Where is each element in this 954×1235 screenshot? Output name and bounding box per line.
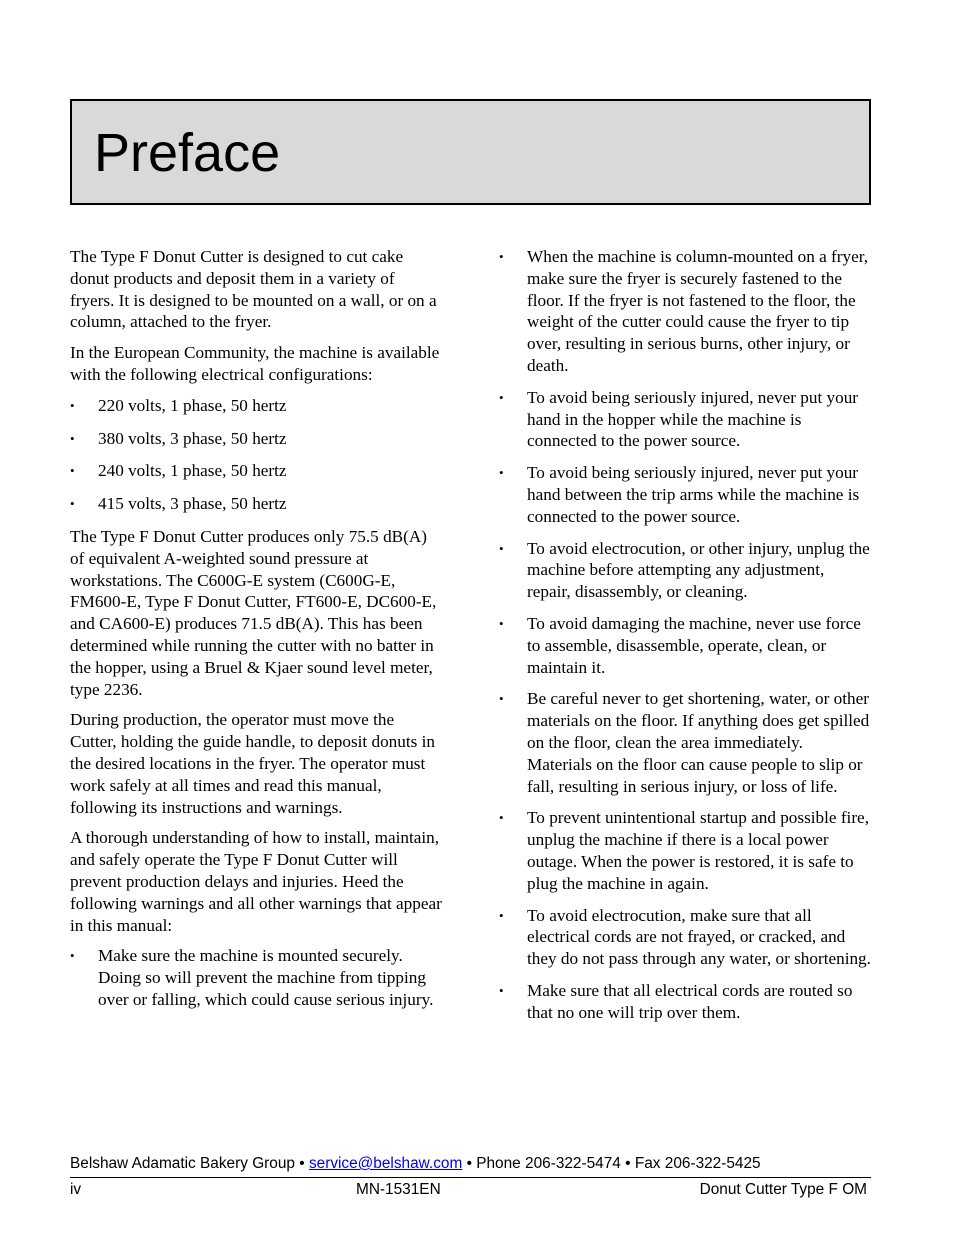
list-item-text: Be careful never to get shortening, water, or other materials on the floor. If anything does get spilled on the floor, clean the area immediately. Materials on the floor can cause people to slip or fall, resulting in serious injury, or loss of life. — [527, 689, 870, 796]
bullet-icon: • — [70, 496, 75, 512]
left-column — [70, 246, 442, 1021]
list-item-text: To avoid electrocution, make sure that all electrical cords are not frayed, or cracked, and they do not pass through any water, or shortening. — [527, 905, 871, 969]
list-item — [499, 613, 871, 678]
sound-paragraph: The Type F Donut Cutter produces only 75.5 dB(A) of equivalent A-weighted sound pressure at workstations. The C600G-E system (C600G-E, FM600-E, Type F Donut Cutter, FT600-E, DC600-E, and CA600-E) produces 71.5 dB(A). This has been determined while running the cutter with no batter in the hopper, using a Bruel & Kjaer sound level meter, type 2236. — [70, 526, 437, 699]
bullet-icon: • — [499, 389, 504, 405]
document-number: MN-1531EN — [356, 1181, 441, 1198]
list-item — [499, 538, 871, 603]
bullet-icon: • — [499, 465, 504, 481]
list-item-text: Make sure that all electrical cords are routed so that no one will trip over them. — [527, 980, 853, 1022]
list-item-text: Make sure the machine is mounted securely. Doing so will prevent the machine from tipping over or falling, which could cause serious injury. — [98, 946, 434, 1009]
list-item — [70, 493, 442, 515]
list-item-text: 415 volts, 3 phase, 50 hertz — [98, 494, 287, 514]
list-item — [499, 807, 871, 894]
list-item-text: To avoid being seriously injured, never put your hand between the trip arms while the machine is connected to the power source. — [527, 463, 860, 526]
list-item-text: To avoid electrocution, or other injury, unplug the machine before attempting any adjustment, repair, disassembly, or cleaning. — [527, 538, 870, 602]
bullet-icon: • — [70, 430, 75, 446]
email-link[interactable]: service@belshaw.com — [308, 1155, 463, 1172]
footer-separator: • — [299, 1155, 305, 1172]
title-banner — [70, 99, 871, 205]
list-item — [499, 905, 871, 970]
document-title: Donut Cutter Type F OM — [699, 1181, 867, 1198]
list-item — [70, 395, 442, 417]
footer-separator: • — [625, 1155, 631, 1172]
footer-phone: Phone 206-322-5474 — [476, 1155, 621, 1172]
intro-paragraph: The Type F Donut Cutter is designed to cut cake donut products and deposit them in a variety of fryers. It is designed to be mounted on a wall, or on a column, attached to the fryer. — [70, 247, 437, 332]
footer-contact — [70, 1154, 870, 1174]
footer-divider — [70, 1177, 871, 1178]
bullet-icon: • — [499, 982, 504, 998]
list-item — [70, 460, 442, 482]
configurations-list — [70, 395, 442, 515]
list-item — [499, 688, 871, 797]
bullet-icon: • — [499, 691, 504, 707]
bullet-icon: • — [70, 463, 75, 479]
right-column — [499, 246, 871, 1034]
footer-fax: Fax 206-322-5425 — [634, 1155, 761, 1172]
list-item — [499, 246, 871, 377]
bullet-icon: • — [499, 615, 504, 631]
warnings-intro-paragraph: A thorough understanding of how to install, maintain, and safely operate the Type F Donut Cutter will prevent production delays and injuries. Heed the following warnings and all other warnings that appear in this manual: — [70, 828, 442, 935]
warnings-list-right — [499, 246, 871, 1024]
footer-company: Belshaw Adamatic Bakery Group — [70, 1155, 295, 1172]
list-item-text: 220 volts, 1 phase, 50 hertz — [98, 395, 287, 415]
list-item-text: 380 volts, 3 phase, 50 hertz — [98, 428, 287, 448]
footer-info — [70, 1179, 867, 1201]
configurations-paragraph: In the European Community, the machine is available with the following electrical configurations: — [70, 343, 440, 384]
list-item — [499, 387, 871, 452]
page-number: iv — [70, 1181, 82, 1198]
bullet-icon: • — [70, 397, 75, 413]
bullet-icon: • — [70, 948, 75, 964]
list-item-text: To prevent unintentional startup and possible fire, unplug the machine if there is a local power outage. When the power is restored, it is safe to plug the machine in again. — [527, 808, 869, 893]
list-item-text: When the machine is column-mounted on a fryer, make sure the fryer is securely fastened to the floor. If the fryer is not fastened to the floor, the weight of the cutter could cause the fryer to tip over, resulting in serious burns, other injury, or death. — [527, 247, 869, 375]
footer-separator: • — [466, 1155, 472, 1172]
list-item-text: To avoid damaging the machine, never use force to assemble, disassemble, operate, clean, or maintain it. — [527, 613, 861, 677]
list-item-text: 240 volts, 1 phase, 50 hertz — [98, 461, 287, 481]
production-paragraph: During production, the operator must move the Cutter, holding the guide handle, to deposit donuts in the desired locations in the fryer. The operator must work safely at all times and read this manual, following its instructions and warnings. — [70, 710, 435, 817]
page-title: Preface — [94, 123, 281, 183]
list-item-text: To avoid being seriously injured, never put your hand in the hopper while the machine is connected to the power source. — [527, 387, 859, 451]
bullet-icon: • — [499, 249, 504, 264]
warnings-list-left — [70, 945, 442, 1010]
list-item — [499, 980, 871, 1024]
list-item — [70, 428, 442, 450]
list-item — [499, 462, 871, 527]
bullet-icon: • — [499, 810, 504, 826]
bullet-icon: • — [499, 907, 504, 923]
list-item — [70, 945, 442, 1010]
bullet-icon: • — [499, 540, 504, 556]
